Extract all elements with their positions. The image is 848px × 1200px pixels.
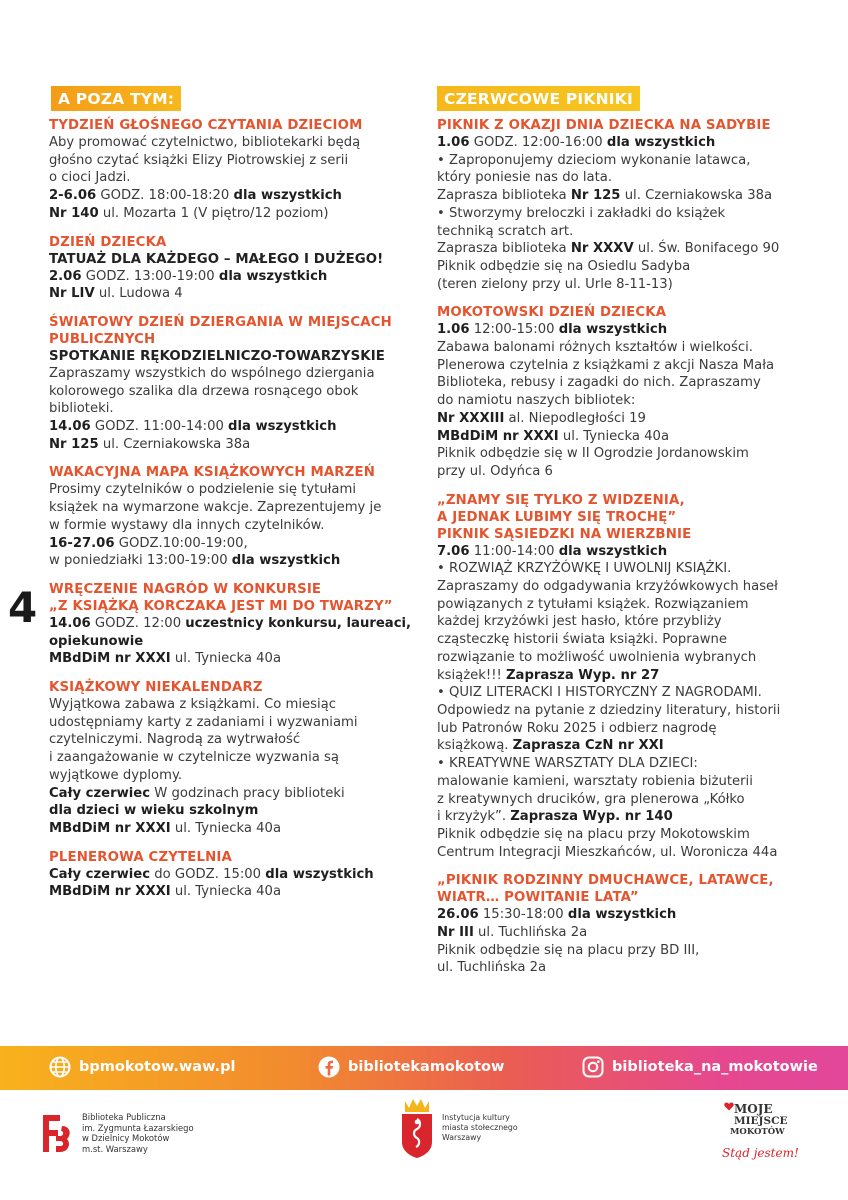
event-line: czytelniczymi. Nagrodą za wytrwałość <box>49 732 301 748</box>
event-line: • KREATYWNE WARSZTATY DLA DZIECI: <box>437 756 698 772</box>
event-block <box>49 117 411 223</box>
event-line: Zapraszamy do odgadywania krzyżówkowych haseł <box>437 579 778 595</box>
event-title: WRĘCZENIE NAGRÓD W KONKURSIE <box>49 581 322 597</box>
event-line-text: ul. Czerniakowska 38a <box>98 436 251 452</box>
event-line: który poniesie nas do lata. <box>437 170 613 186</box>
event-line-bold: MBdDiM nr XXXI <box>49 884 171 900</box>
event-line-bold: 26.06 <box>437 907 479 923</box>
city-logo-line: Instytucja kultury <box>442 1113 510 1122</box>
event-line: • Stworzymy breloczki i zakładki do książek <box>437 205 726 221</box>
event-line <box>437 906 809 924</box>
city-logo-line: Warszawy <box>442 1133 482 1142</box>
event-line-bold: 16-27.06 <box>49 535 115 551</box>
event-line-bold: 14.06 <box>49 419 91 435</box>
event-line <box>49 268 411 286</box>
city-logo-line: miasta stołecznego <box>442 1123 518 1132</box>
warsaw-crest-icon <box>398 1096 436 1160</box>
event-line: cząsteczkę historii świata książki. Poprawne <box>437 632 727 648</box>
event-line-bold: MBdDiM nr XXXI <box>49 820 171 836</box>
library-logo-line: Biblioteka Publiczna <box>82 1112 166 1122</box>
event-line: głośno czytać książki Elizy Piotrowskiej z serii <box>49 152 349 168</box>
event-line: powiązanych z tytułami książek. Rozwiązaniem <box>437 596 749 612</box>
event-line-bold: Nr 125 <box>570 188 621 204</box>
library-emblem-icon <box>40 1112 74 1156</box>
event-line: z kreatywnych drucików, gra plenerowa „Kółko <box>437 791 745 807</box>
event-line-bold: Cały czerwiec <box>49 785 151 801</box>
event-line-bold: dla wszystkich <box>567 907 677 923</box>
event-line-bold: Zaprasza Wyp. nr 27 <box>505 667 660 683</box>
event-line-text: ul. Tuchlińska 2a <box>473 925 588 941</box>
event-title: „ZNAMY SIĘ TYLKO Z WIDZENIA, <box>437 492 685 508</box>
event-block <box>437 492 809 862</box>
library-logo-line: m.st. Warszawy <box>82 1143 148 1154</box>
event-line: Plenerowa czytelnia z książkami z akcji Nasza Mała <box>437 357 775 373</box>
event-line-text: ul. Tyniecka 40a <box>170 884 282 900</box>
event-line-bold: Nr 140 <box>49 205 99 221</box>
event-line-text: GODZ.10:00-19:00, <box>114 535 248 551</box>
event-line <box>49 802 411 820</box>
event-line <box>49 552 411 570</box>
event-line: przy ul. Odyńca 6 <box>437 463 553 479</box>
event-title: „PIKNIK RODZINNY DMUCHAWCE, LATAWCE, <box>437 873 774 889</box>
event-line <box>49 785 411 803</box>
event-title: WIATR… POWITANIE LATA” <box>437 890 639 906</box>
event-block <box>437 117 809 293</box>
event-line <box>437 428 809 446</box>
library-logo <box>40 1112 194 1156</box>
event-line: techniką scratch art. <box>437 223 574 239</box>
event-line <box>49 650 411 668</box>
section-badge-pikniki: CZERWCOWE PIKNIKI <box>437 86 640 111</box>
facebook-text: bibliotekamokotow <box>348 1059 505 1075</box>
event-block <box>49 314 411 454</box>
event-subtitle: TATUAŻ DLA KAŻDEGO – MAŁEGO I DUŻEGO! <box>49 251 384 267</box>
event-line <box>437 667 809 685</box>
right-event-list <box>437 117 809 977</box>
event-line: Zapraszamy wszystkich do wspólnego dziergania <box>49 365 375 381</box>
moje-logo-line-1: MOJE <box>734 1102 773 1116</box>
event-line: ul. Tuchlińska 2a <box>437 960 547 976</box>
event-line-text: GODZ. 12:00-16:00 <box>469 135 607 150</box>
event-line <box>49 633 411 651</box>
event-line-bold: dla wszystkich <box>233 188 342 204</box>
section-badge-poza-tym: A POZA TYM: <box>51 86 181 111</box>
event-line <box>49 187 411 205</box>
event-line-bold: Nr LIV <box>49 286 95 302</box>
event-line-text: Zaprasza biblioteka <box>437 188 571 204</box>
event-line-text: al. Niepodległości 19 <box>504 410 646 426</box>
event-line <box>49 418 411 436</box>
event-line-text: w poniedziałki 13:00-19:00 <box>49 553 232 569</box>
event-title: PLENEROWA CZYTELNIA <box>49 849 232 865</box>
event-line <box>437 924 809 942</box>
heart-icon <box>724 1102 734 1111</box>
event-line <box>49 535 411 553</box>
event-line-bold: dla wszystkich <box>558 322 668 338</box>
event-title: MOKOTOWSKI DZIEŃ DZIECKA <box>437 305 667 321</box>
event-line <box>49 205 411 223</box>
event-line-text: 12:00-15:00 <box>469 322 559 338</box>
event-line-text: Zaprasza biblioteka <box>437 241 571 257</box>
left-column <box>49 86 411 912</box>
event-line: każdej krzyżówki jest hasło, które przybliży <box>437 614 722 630</box>
event-block <box>49 234 411 303</box>
event-title: TYDZIEŃ GŁOŚNEGO CZYTANIA DZIECIOM <box>49 118 363 133</box>
event-line-bold: dla wszystkich <box>218 268 328 284</box>
facebook-icon <box>318 1056 340 1078</box>
event-line: • QUIZ LITERACKI I HISTORYCZNY Z NAGRODAMI. <box>437 685 762 701</box>
event-line <box>437 737 809 755</box>
moje-slogan: Stąd jestem! <box>722 1146 799 1160</box>
event-line-bold: Zaprasza Wyp. nr 140 <box>510 809 673 825</box>
event-line-text: do GODZ. 15:00 <box>150 866 266 882</box>
event-line: w formie wystawy dla innych czytelników. <box>49 517 325 533</box>
event-block <box>437 304 809 480</box>
event-line: lub Patronów Roku 2025 i odbierz nagrodę <box>437 720 717 736</box>
event-line <box>437 808 809 826</box>
event-line <box>437 134 809 152</box>
event-line-text: W godzinach pracy biblioteki <box>150 785 345 801</box>
footer-social-bar <box>0 1046 848 1090</box>
instagram-text: biblioteka_na_mokotowie <box>612 1059 818 1075</box>
event-line-bold: Zaprasza CzN nr XXI <box>512 738 664 754</box>
event-block <box>49 849 411 901</box>
event-line-bold: opiekunowie <box>49 633 144 649</box>
event-line: kolorowego szalika dla drzewa rosnącego obok <box>49 383 359 399</box>
event-block <box>49 581 411 668</box>
event-line-text: GODZ. 18:00-18:20 <box>96 188 234 204</box>
event-line <box>49 615 411 633</box>
event-block <box>49 679 411 838</box>
event-line <box>49 883 411 901</box>
event-title: KSIĄŻKOWY NIEKALENDARZ <box>49 680 263 696</box>
right-column <box>437 86 809 988</box>
event-line <box>49 820 411 838</box>
warsaw-logo <box>398 1096 518 1160</box>
event-block <box>49 464 411 570</box>
event-line-bold: dla wszystkich <box>606 135 716 150</box>
event-title: PUBLICZNYCH <box>49 331 156 347</box>
event-line-bold: Nr XXXV <box>570 241 634 257</box>
event-title: A JEDNAK LUBIMY SIĘ TROCHĘ” <box>437 509 677 525</box>
event-line-text: 11:00-14:00 <box>469 543 559 559</box>
event-line-text: ul. Ludowa 4 <box>94 286 183 302</box>
facebook-link[interactable] <box>318 1056 504 1078</box>
event-line-bold: Nr XXXIII <box>437 410 505 426</box>
event-line-text: ul. Czerniakowska 38a <box>620 188 773 204</box>
event-line-bold: dla dzieci w wieku szkolnym <box>49 803 259 819</box>
event-line-bold: 2-6.06 <box>49 188 97 204</box>
event-subtitle: SPOTKANIE RĘKODZIELNICZO-TOWARZYSKIE <box>49 348 385 364</box>
event-line-text: ul. Tyniecka 40a <box>558 428 670 444</box>
event-line: Prosimy czytelników o podzielenie się tytułami <box>49 482 357 498</box>
left-event-list <box>49 117 411 901</box>
event-line <box>49 285 411 303</box>
page-number: 4 <box>8 583 38 632</box>
event-line-text: 15:30-18:00 <box>478 907 568 923</box>
event-line: i zaangażowanie w czytelnicze wyzwania są <box>49 750 339 766</box>
event-line-bold: dla wszystkich <box>558 543 668 559</box>
event-line-bold: 7.06 <box>437 543 470 559</box>
moje-logo-line-3: MOKOTÓW <box>730 1127 785 1137</box>
event-line: biblioteki. <box>49 401 114 417</box>
event-line: Wyjątkowa zabawa z książkami. Co miesiąc <box>49 697 336 713</box>
event-line-bold: Cały czerwiec <box>49 866 151 882</box>
event-line-text: książek!!! <box>437 667 506 683</box>
event-line-text: ul. Tyniecka 40a <box>170 651 282 667</box>
event-line <box>49 436 411 454</box>
event-title: ŚWIATOWY DZIEŃ DZIERGANIA W MIEJSCACH <box>49 314 392 330</box>
event-line-bold: dla wszystkich <box>231 553 341 569</box>
event-line-text: ul. Św. Bonifacego 90 <box>633 241 780 257</box>
event-line-bold: 1.06 <box>437 322 470 338</box>
event-line: rozwiązanie to możliwość uwolnienia wybranych <box>437 649 757 665</box>
event-line-bold: 2.06 <box>49 268 82 284</box>
event-line <box>49 866 411 884</box>
event-line: • Zaproponujemy dzieciom wykonanie latawca, <box>437 152 751 168</box>
event-line: wyjątkowe dyplomy. <box>49 767 183 783</box>
event-line <box>437 543 809 561</box>
event-line: książek na wymarzone wakcje. Zaprezentujemy je <box>49 500 382 516</box>
event-line: Odpowiedz na pytanie z dziedziny literatury, historii <box>437 702 781 718</box>
event-line-bold: MBdDiM nr XXXI <box>437 428 559 444</box>
instagram-icon <box>582 1056 604 1078</box>
event-line-text: ul. Mozarta 1 (V piętro/12 poziom) <box>98 205 329 221</box>
website-text: bpmokotow.waw.pl <box>79 1059 236 1075</box>
instagram-link[interactable] <box>582 1056 818 1078</box>
event-title: PIKNIK Z OKAZJI DNIA DZIECKA NA SADYBIE <box>437 118 771 133</box>
globe-icon <box>49 1056 71 1078</box>
event-line <box>437 410 809 428</box>
event-line: • ROZWIĄŻ KRZYŻÓWKĘ I UWOLNIJ KSIĄŻKI. <box>437 561 732 577</box>
event-line: Piknik odbędzie się na placu przy Mokotowskim <box>437 826 750 842</box>
event-line-bold: uczestnicy konkursu, laureaci, <box>185 615 412 631</box>
event-line: Aby promować czytelnictwo, bibliotekarki będą <box>49 135 361 150</box>
event-line-text: GODZ. 12:00 <box>90 615 186 631</box>
event-line-text: i krzyżyk”. <box>437 809 511 825</box>
event-line: malowanie kamieni, warsztaty robienia biżuterii <box>437 773 753 789</box>
event-line: do namiotu naszych bibliotek: <box>437 393 636 409</box>
event-line: Zabawa balonami różnych kształtów i wielkości. <box>437 340 753 356</box>
event-line: Biblioteka, rebusy i zagadki do nich. Zapraszamy <box>437 375 761 391</box>
event-line: Centrum Integracji Mieszkańców, ul. Woronicza 44a <box>437 844 778 860</box>
event-line-bold: 14.06 <box>49 615 91 631</box>
library-logo-line: w Dzielnicy Mokotów <box>82 1133 170 1143</box>
event-line <box>437 240 809 258</box>
event-line-bold: dla wszystkich <box>228 419 337 435</box>
website-link[interactable] <box>49 1056 235 1078</box>
footer-logos <box>0 1096 848 1200</box>
event-line: o cioci Jadzi. <box>49 170 131 186</box>
event-title: WAKACYJNA MAPA KSIĄŻKOWYCH MARZEŃ <box>49 465 375 481</box>
event-line-bold: 1.06 <box>437 135 470 150</box>
moje-logo-line-2: MIEJSCE <box>734 1115 788 1127</box>
event-block <box>437 872 809 977</box>
event-line: Piknik odbędzie się w II Ogrodzie Jordanowskim <box>437 446 749 462</box>
event-line-bold: dla wszystkich <box>265 866 374 882</box>
event-line <box>437 321 809 339</box>
event-line-text: GODZ. 11:00-14:00 <box>90 419 229 435</box>
event-line-bold: MBdDiM nr XXXI <box>49 651 171 667</box>
event-line-bold: Nr 125 <box>49 436 99 452</box>
event-line: udostępniamy karty z zadaniami i wyzwaniami <box>49 714 358 730</box>
event-title: „Z KSIĄŻKĄ KORCZAKA JEST MI DO TWARZY” <box>49 598 393 614</box>
event-line <box>437 187 809 205</box>
moje-miejsce-logo <box>718 1100 808 1170</box>
event-line: Piknik odbędzie się na Osiedlu Sadyba <box>437 258 691 274</box>
event-title: DZIEŃ DZIECKA <box>49 234 167 250</box>
event-line: (teren zielony przy ul. Urle 8-11-13) <box>437 276 673 292</box>
event-line-text: GODZ. 13:00-19:00 <box>81 268 219 284</box>
event-line-text: książkową. <box>437 738 513 754</box>
library-logo-line: im. Zygmunta Łazarskiego <box>82 1122 194 1133</box>
event-line-text: ul. Tyniecka 40a <box>170 820 282 836</box>
event-title: PIKNIK SĄSIEDZKI NA WIERZBNIE <box>437 526 692 542</box>
event-line-bold: Nr III <box>437 925 474 941</box>
event-line: Piknik odbędzie się na placu przy BD III, <box>437 942 700 958</box>
